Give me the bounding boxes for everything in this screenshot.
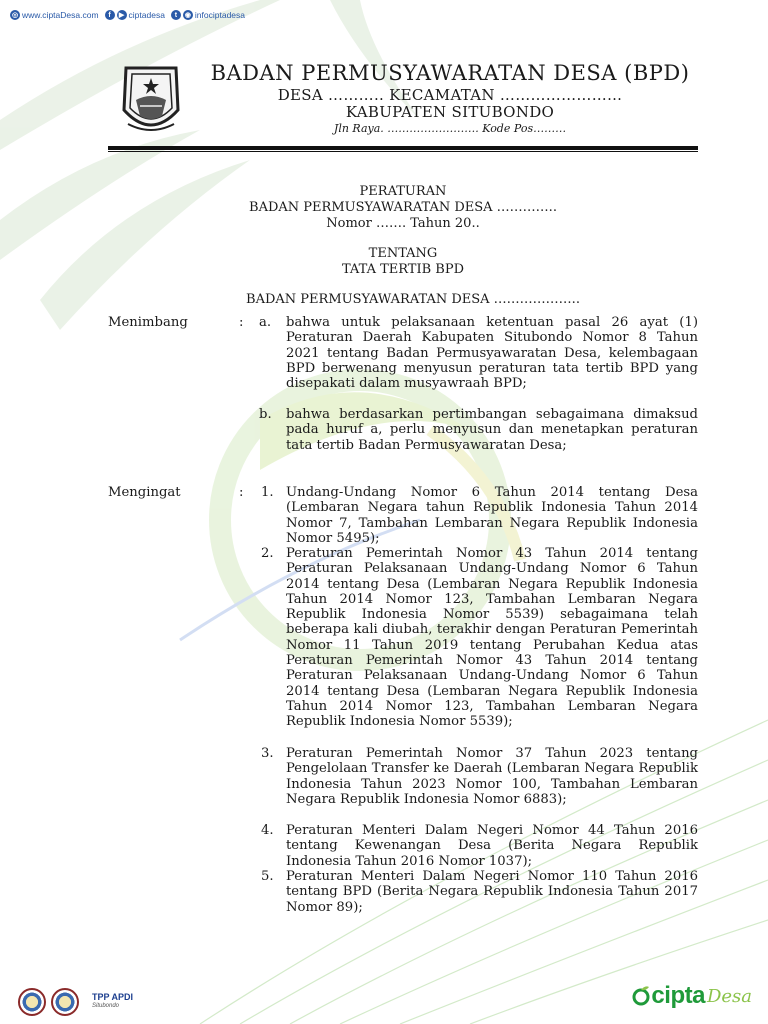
instagram-icon[interactable]: ◉	[184, 12, 191, 19]
ciptadesa-leaf-icon	[631, 985, 651, 1007]
doc-issuer-repeat: BADAN PERMUSYAWARATAN DESA ………………..	[246, 292, 580, 307]
mengingat-marker-3: 3.	[261, 746, 274, 761]
doc-subject: TATA TERTIB BPD	[341, 262, 465, 277]
partner-seal-icon	[51, 988, 79, 1016]
mengingat-item-2: Peraturan Pemerintah Nomor 43 Tahun 2014 tentang Peraturan Pelaksanaan Undang-Undang Nomor 6 Tahun 2014 tentang Desa (Lembaran Negara Republik Indonesia Tahun 2014 Nomor 123, Tambahan Lembaran Negara Republik Indonesia Nomor 5539) sebagaimana telah beberapa kali diubah, terakhir dengan Peraturan Pemerintah Nomor 11 Tahun 2019 tentang Perubahan Kedua atas Peraturan Pemerintah Nomor 43 Tahun 2014 tentang Peraturan Pelaksanaan Undang-Undang Nomor 6 Tahun 2014 tentang Desa (Lembaran Negara Republik Indonesia Tahun 2014 Nomor 123, Tambahan Lembaran Negara Republik Indonesia Nomor 5539);	[286, 546, 698, 730]
letterhead-village-district: DESA ……….. KECAMATAN ……………………	[277, 86, 623, 104]
facebook-icon[interactable]: f	[105, 10, 115, 20]
mengingat-label: Mengingat	[108, 485, 181, 500]
tpp-apdi-text: TPP APDI	[92, 992, 134, 1002]
ciptadesa-logo	[631, 982, 752, 1010]
doc-type: PERATURAN	[359, 184, 447, 199]
doc-tentang: TENTANG	[368, 246, 438, 261]
doc-issuer: BADAN PERMUSYAWARATAN DESA …………..	[249, 200, 557, 215]
mengingat-item-4: Peraturan Menteri Dalam Negeri Nomor 44 Tahun 2016 tentang Kewenangan Desa (Berita Negara Republik Indonesia Tahun 2016 Nomor 1037);	[286, 823, 698, 869]
mengingat-marker-4: 4.	[261, 823, 274, 838]
mengingat-marker-5: 5.	[261, 869, 274, 884]
regency-emblem-logo	[118, 62, 184, 142]
menimbang-item-b: bahwa berdasarkan pertimbangan sebagaimana dimaksud pada huruf a, perlu menyusun dan menetapkan peraturan tata tertib Badan Permusyawaratan Desa;	[286, 407, 698, 453]
menimbang-label: Menimbang	[108, 315, 188, 330]
tpp-apdi-subtext: Situbondo	[92, 1003, 120, 1009]
mengingat-item-1: Undang-Undang Nomor 6 Tahun 2014 tentang Desa (Lembaran Negara tahun Republik Indonesia Tahun 2014 Nomor 7, Tambahan Lembaran Negara Republik Indonesia Nomor 5495);	[286, 485, 698, 546]
twitter-icon[interactable]: t	[171, 10, 181, 20]
letterhead-divider-thin	[108, 151, 698, 152]
menimbang-marker-b: b.	[259, 407, 272, 422]
mengingat-colon: :	[239, 485, 244, 500]
mengingat-marker-2: 2.	[261, 546, 274, 561]
facebook-handle[interactable]: ciptadesa	[128, 10, 165, 20]
youtube-icon[interactable]: ▶	[117, 10, 127, 20]
letterhead-regency: KABUPATEN SITUBONDO	[345, 103, 555, 121]
footer-partner-logos	[18, 988, 133, 1016]
mengingat-item-3: Peraturan Pemerintah Nomor 37 Tahun 2023 tentang Pengelolaan Transfer ke Daerah (Lembaran Negara Republik Indonesia Tahun 2023 Nomor 100, Tambahan Lembaran Negara Republik Indonesia Nomor 6883);	[286, 746, 698, 807]
menimbang-marker-a: a.	[259, 315, 272, 330]
menimbang-item-a: bahwa untuk pelaksanaan ketentuan pasal 26 ayat (1) Peraturan Daerah Kabupaten Situbondo Nomor 8 Tahun 2021 tentang Badan Permusyawaratan Desa, kelembagaan BPD berwenang menyusun peraturan tata tertib BPD yang disepakati dalam musyawraah BPD;	[286, 315, 698, 392]
social-handle[interactable]: infociptadesa	[194, 10, 246, 20]
menimbang-colon: :	[239, 315, 244, 330]
mengingat-marker-1: 1.	[261, 485, 274, 500]
globe-icon: ◎	[11, 12, 19, 19]
website-link[interactable]: www.ciptaDesa.com	[22, 10, 99, 20]
tpp-apdi-logo	[92, 993, 133, 1011]
letterhead-title: BADAN PERMUSYAWARATAN DESA (BPD)	[210, 61, 690, 85]
mengingat-item-5: Peraturan Menteri Dalam Negeri Nomor 110 Tahun 2016 tentang BPD (Berita Negara Republik Indonesia Tahun 2017 Nomor 89);	[286, 869, 698, 915]
brand-suffix: Desa	[706, 985, 752, 1007]
brand-name: cipta	[651, 982, 705, 1009]
letterhead-address: Jln Raya. ……………………. Kode Pos………	[333, 122, 567, 135]
letterhead-divider-thick	[108, 146, 698, 150]
partner-seal-icon	[18, 988, 46, 1016]
social-bar	[10, 7, 251, 23]
doc-number: Nomor ……. Tahun 20..	[326, 216, 480, 231]
